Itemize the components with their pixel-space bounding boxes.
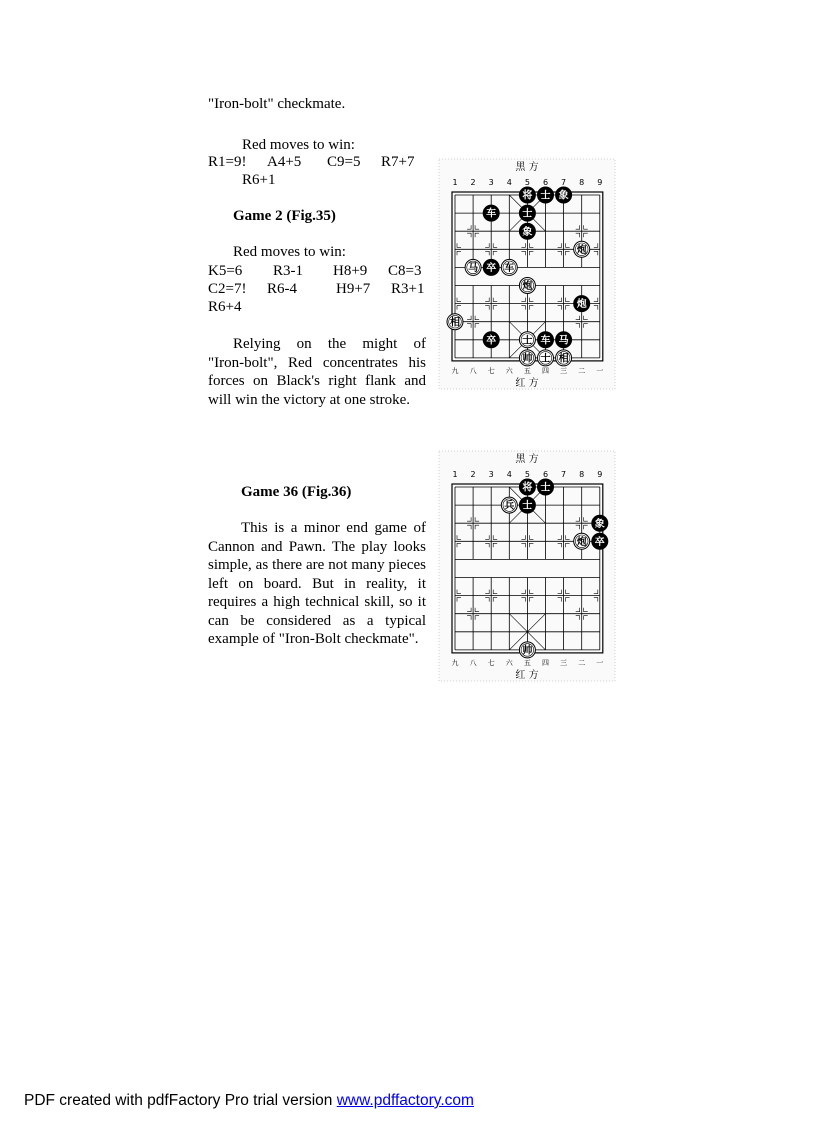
file-number-bottom: 五 (523, 658, 531, 667)
file-number-top: 1 (452, 178, 458, 187)
piece-label: 炮 (576, 244, 587, 256)
file-number-top: 7 (561, 470, 567, 479)
piece-label: 卒 (594, 536, 605, 548)
board-top-label: 黑 方 (515, 454, 539, 465)
piece-label: 士 (522, 335, 533, 347)
file-number-top: 1 (452, 470, 458, 479)
move: H9+7 (336, 281, 371, 297)
piece-label: 马 (558, 335, 569, 347)
pdf-footer (24, 1092, 474, 1110)
file-number-top: 3 (488, 178, 494, 187)
intro-line: "Iron-bolt" checkmate. (208, 96, 346, 112)
move: R3+1 (391, 281, 425, 297)
pdffactory-link[interactable]: www.pdffactory.com (336, 1092, 474, 1109)
piece-label: 士 (540, 482, 551, 494)
game36-description (208, 519, 426, 649)
file-number-top: 9 (597, 470, 603, 479)
piece-label: 兵 (504, 500, 515, 512)
file-number-bottom: 三 (560, 366, 568, 375)
file-number-bottom: 八 (469, 366, 477, 375)
file-number-bottom: 七 (487, 658, 495, 667)
piece-label: 车 (540, 335, 551, 347)
piece-label: 象 (522, 226, 533, 238)
piece-label: 象 (558, 190, 569, 202)
file-number-top: 6 (542, 470, 549, 479)
file-number-bottom: 六 (505, 658, 513, 667)
piece-label: 炮 (576, 299, 587, 311)
piece-label: 士 (540, 190, 551, 202)
piece-label: 象 (594, 518, 605, 530)
move: R3-1 (273, 263, 303, 279)
file-number-top: 2 (470, 470, 476, 479)
piece-label: 帅 (522, 645, 533, 657)
file-number-top: 5 (524, 178, 530, 187)
file-number-bottom: 九 (451, 366, 459, 375)
file-number-bottom: 二 (578, 658, 586, 667)
file-number-top: 9 (597, 178, 603, 187)
description-first-line: This is a minor end game of (241, 520, 426, 536)
piece-label: 车 (504, 263, 515, 274)
comment-first-line: Relying on the might of (233, 336, 426, 352)
file-number-bottom: 七 (487, 366, 495, 375)
game1-lead: Red moves to win: (242, 137, 355, 153)
move: C8=3 (388, 263, 422, 279)
game2-moves-line3: R6+4 (208, 299, 242, 315)
piece-label: 卒 (486, 263, 497, 274)
move: A4+5 (267, 154, 302, 170)
file-number-top: 2 (470, 178, 476, 187)
comment-rest: "Iron-bolt", Red concentrates his forces on Black's right flank and will win the victory at one stroke. (208, 354, 426, 408)
board-bottom-label: 红 方 (515, 378, 539, 389)
file-number-bottom: 二 (578, 366, 586, 375)
game2-comment (208, 335, 426, 409)
game36-title: Game 36 (Fig.36) (241, 484, 352, 500)
game1-moves-line2: R6+1 (242, 172, 276, 188)
xiangqi-board-fig35 (438, 158, 616, 390)
xiangqi-board-fig36 (438, 450, 616, 682)
footer-text: PDF created with pdfFactory Pro trial version (24, 1092, 337, 1109)
file-number-bottom: 六 (505, 366, 513, 375)
file-number-bottom: 一 (596, 366, 604, 375)
file-number-top: 7 (561, 178, 567, 187)
file-number-top: 3 (488, 470, 494, 479)
description-rest: Cannon and Pawn. The play looks simple, as there are not many pieces left on board. But in reality, it requires a high technical skill, so it can be considered as a typical example of "Iron-Bolt checkmate". (208, 538, 426, 647)
game2-lead: Red moves to win: (233, 244, 346, 260)
file-number-bottom: 八 (469, 658, 477, 667)
piece-label: 相 (450, 317, 460, 329)
piece-label: 炮 (576, 536, 587, 548)
board-top-label: 黑 方 (515, 162, 539, 173)
piece-label: 士 (522, 500, 533, 512)
move: R6-4 (267, 281, 297, 297)
piece-label: 车 (486, 208, 497, 220)
move: C9=5 (327, 154, 361, 170)
file-number-bottom: 三 (560, 658, 568, 667)
piece-label: 将 (522, 482, 533, 494)
move: R1=9! (208, 154, 247, 170)
piece-label: 相 (558, 353, 569, 365)
game2-title: Game 2 (Fig.35) (233, 208, 336, 224)
file-number-bottom: 一 (596, 658, 604, 667)
file-number-top: 4 (506, 178, 512, 187)
piece-label: 士 (540, 353, 551, 365)
move: H8+9 (333, 263, 368, 279)
file-number-bottom: 四 (542, 366, 549, 375)
move: R7+7 (381, 154, 415, 170)
piece-label: 帅 (522, 353, 533, 365)
file-number-top: 6 (542, 178, 549, 187)
file-number-top: 8 (579, 470, 585, 479)
file-number-bottom: 五 (523, 366, 531, 375)
piece-label: 炮 (522, 281, 533, 293)
piece-label: 卒 (486, 335, 497, 347)
board-bottom-label: 红 方 (515, 670, 539, 681)
move: C2=7! (208, 281, 247, 297)
file-number-top: 8 (579, 178, 585, 187)
move: K5=6 (208, 263, 243, 279)
file-number-top: 4 (506, 470, 512, 479)
file-number-bottom: 九 (451, 658, 459, 667)
piece-label: 士 (522, 208, 533, 220)
file-number-bottom: 四 (542, 658, 549, 667)
piece-label: 将 (522, 190, 533, 202)
file-number-top: 5 (524, 470, 530, 479)
piece-label: 马 (468, 263, 479, 274)
